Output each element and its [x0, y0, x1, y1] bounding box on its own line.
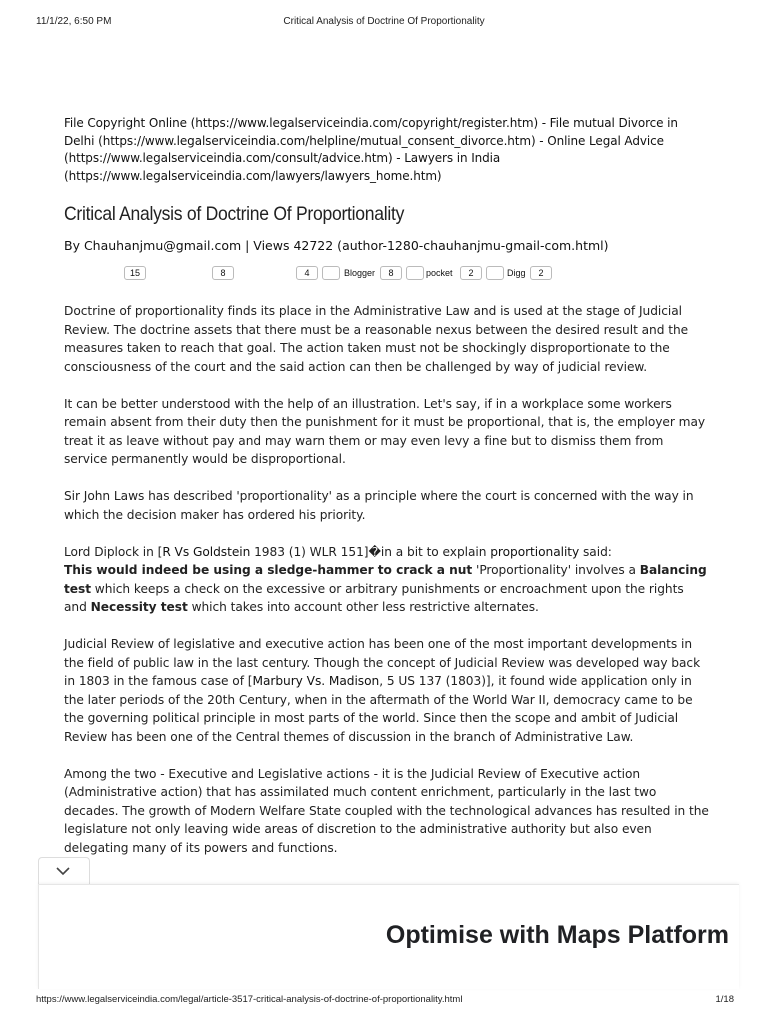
share-count: 4 [296, 266, 318, 280]
share-count: 15 [124, 266, 146, 280]
print-url: https://www.legalserviceindia.com/legal/article-3517-critical-analysis-of-doctrine-of-proportionality.html [36, 994, 463, 1005]
paragraph: Among the two - Executive and Legislative actions - it is the Judicial Review of Executive action (Administrative action) that has assimilated much content enrichment, particularly in the last two decades. The growth of Modern Welfare State coupled with the technological advances has resulted in the legislature not only leaving wide areas of discretion to the administrative authority but also even delegating many of its powers and functions. [64, 766, 709, 855]
blogger-icon [322, 266, 340, 280]
text-fragment: 1983 (1) WLR 151]�in a bit to explain [250, 544, 491, 559]
paragraph: Doctrine of proportionality finds its place in the Administrative Law and is used at the stage of Judicial Review. The doctrine assets that there must be a reasonable nexus between the desired result and the measures taken to reach that goal. The action taken must not be shockingly disproportionate to the consciousness of the court and the said action can then be challenged by way of judicial review. [64, 304, 689, 374]
share-count: 2 [530, 266, 552, 280]
text-fragment: Judicial Review of legislative and executive action has been one of the most important developments in the field of public law in the last century. Though the concept of Judicial Review was developed way back in 1803 in the famous case of [ [64, 637, 701, 688]
article-header [64, 115, 704, 253]
share-count: 8 [380, 266, 402, 280]
article-byline[interactable]: By Chauhanjmu@gmail.com | Views 42722 (author-1280-chauhanjmu-gmail-com.html) [64, 238, 609, 253]
share-label: pocket [426, 268, 453, 278]
paragraph: It can be better understood with the help of an illustration. Let's say, if in a workplace some workers remain absent from their duty then the punishment for it must be proportional, that is, the employer may treat it as leave without pay and may warn them or may even levy a fine but to dismiss them from service permanently would be disproportional. [64, 396, 706, 466]
share-bar [0, 266, 768, 282]
term-necessity-test: Necessity test [90, 600, 188, 614]
text-fragment: Lord Diplock in [ [64, 544, 163, 559]
print-datetime: 11/1/22, 6:50 PM [36, 16, 112, 27]
digg-icon [486, 266, 504, 280]
ad-collapse-button[interactable] [38, 857, 90, 886]
article-title: Critical Analysis of Doctrine Of Proportionality [64, 203, 405, 225]
ad-headline[interactable]: Optimise with Maps Platform [385, 921, 729, 949]
link-r-vs-goldstein[interactable]: R Vs Goldstein [162, 544, 251, 559]
paragraph: Sir John Laws has described 'proportionality' as a principle where the court is concerned with the way in which the decision maker has ordered his priority. [64, 489, 694, 522]
page-number: 1/18 [715, 994, 734, 1005]
paragraph [64, 543, 709, 617]
link-marbury-vs-madison[interactable]: Marbury Vs. Madison [252, 674, 380, 688]
term-balancing-test: Balancing test [64, 563, 707, 596]
chevron-down-icon [56, 867, 70, 876]
paragraph [64, 635, 709, 746]
share-label: Blogger [344, 268, 376, 278]
text-fragment: 'Proportionality' involves a [472, 563, 640, 577]
share-label: Digg [507, 268, 526, 278]
text-fragment: which takes into account other less restrictive alternates. [187, 600, 539, 614]
article-body [64, 302, 709, 876]
ad-banner[interactable] [38, 884, 739, 989]
share-count: 2 [460, 266, 482, 280]
text-fragment: , 5 US 137 (1803)], it found wide application only in the later periods of the 20th Century, when in the aftermath of the World War II, democracy came to be the governing political principle in most parts of the world. Since then the scope and ambit of Judicial Review has been one of the Central themes of discussion in the branch of Administrative Law. [64, 674, 693, 744]
print-doc-title: Critical Analysis of Doctrine Of Proportionality [283, 16, 485, 27]
quote-bold: This would indeed be using a sledge-hammer to crack a nut [64, 563, 473, 577]
text-fragment: said: [579, 544, 612, 559]
share-count: 8 [212, 266, 234, 280]
link-proportionality[interactable]: proportionality [490, 544, 580, 559]
pocket-icon [406, 266, 424, 280]
top-links[interactable]: File Copyright Online (https://www.legalserviceindia.com/copyright/register.htm) - File mutual Divorce in Delhi (https://www.legalserviceindia.com/helpline/mutual_consent_divorce.htm) - Online Legal Advice (https://www.legalserviceindia.com/consult/advice.htm) - Lawyers in India (https://www.legalserviceindia.com/lawyers/lawyers_home.htm) [64, 116, 678, 183]
text-fragment: which keeps a check on the excessive or arbitrary punishments or encroachment upon the rights and [64, 581, 684, 614]
